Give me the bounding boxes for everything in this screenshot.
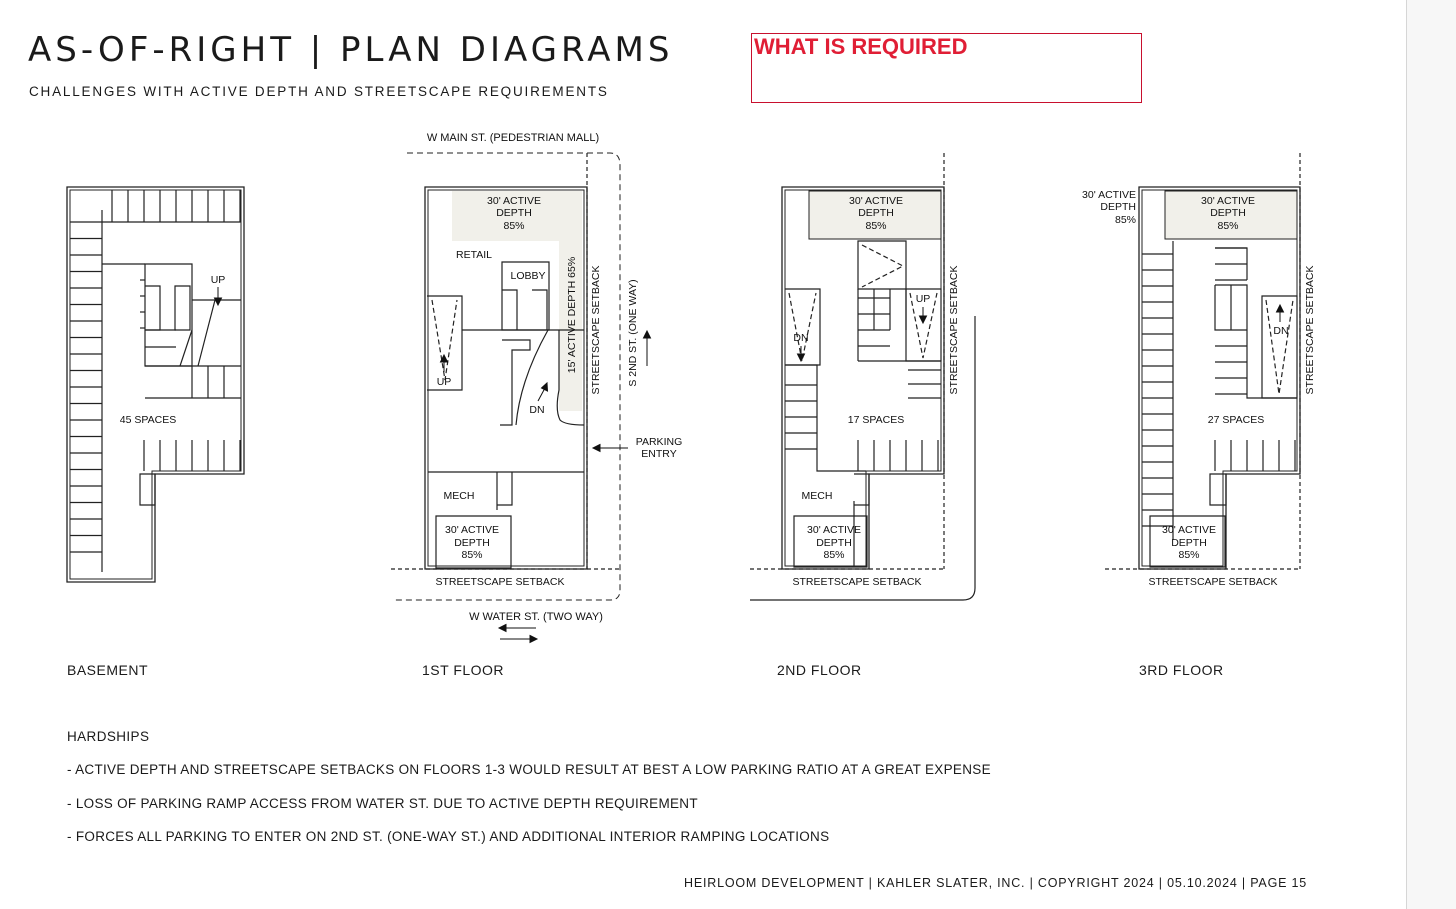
third-dn-arrow-icon [1277, 305, 1284, 322]
page-subtitle: CHALLENGES WITH ACTIVE DEPTH AND STREETSCAPE REQUIREMENTS [29, 84, 609, 99]
third-active-top-l2: DEPTH [1210, 207, 1246, 219]
third-dn-label: DN [1273, 325, 1289, 337]
viewer-scroll-gutter[interactable] [1406, 0, 1456, 909]
second-active-top-l1: 30' ACTIVE [849, 195, 903, 207]
first-setback-bottom: STREETSCAPE SETBACK [435, 576, 565, 588]
parking-entry-arrow-icon [593, 445, 628, 452]
hardships-title: HARDSHIPS [67, 729, 150, 744]
first-floor-label: 1ST FLOOR [422, 662, 505, 678]
second-active-bot-l1: 30' ACTIVE [807, 524, 861, 536]
third-setback-side-label: STREETSCAPE SETBACK [1304, 265, 1316, 395]
third-active-top-l1: 30' ACTIVE [1201, 195, 1255, 207]
first-active-bot-l1: 30' ACTIVE [445, 524, 499, 536]
first-up-label: UP [436, 376, 452, 388]
third-floor-label: 3RD FLOOR [1139, 662, 1224, 678]
second-setback-side-label: STREETSCAPE SETBACK [948, 265, 960, 395]
first-lobby-label: LOBBY [510, 270, 546, 282]
second-up-label: UP [915, 293, 931, 305]
third-active-bot-l1: 30' ACTIVE [1162, 524, 1216, 536]
third-active-left-l2: DEPTH [1100, 201, 1136, 213]
third-active-bot-l2: DEPTH [1171, 537, 1207, 549]
basement-spaces-label: 45 SPACES [119, 414, 177, 426]
basement-plan [67, 187, 244, 582]
water-street-label: W WATER ST. (TWO WAY) [469, 611, 603, 623]
hardship-item: - FORCES ALL PARKING TO ENTER ON 2ND ST. (ONE-WAY ST.) AND ADDITIONAL INTERIOR RAMPING LOCATIONS [67, 829, 830, 844]
second-active-top-l3: 85% [865, 220, 887, 232]
second-floor-label: 2ND FLOOR [777, 662, 862, 678]
first-active-bot-l2: DEPTH [454, 537, 490, 549]
hardship-item: - LOSS OF PARKING RAMP ACCESS FROM WATER ST. DUE TO ACTIVE DEPTH REQUIREMENT [67, 796, 698, 811]
first-mech-label: MECH [443, 490, 475, 502]
second-dn-label: DN [793, 332, 809, 344]
third-setback-bottom: STREETSCAPE SETBACK [1148, 576, 1278, 588]
parking-entry-l2: ENTRY [641, 448, 677, 460]
main-street-label: W MAIN ST. (PEDESTRIAN MALL) [426, 132, 600, 144]
second-spaces-label: 17 SPACES [847, 414, 905, 426]
basement-up-arrow-icon [215, 287, 222, 305]
second-floor-plan [750, 153, 975, 600]
hardship-item: - ACTIVE DEPTH AND STREETSCAPE SETBACKS ON FLOORS 1-3 WOULD RESULT AT BEST A LOW PARKING RATIO AT A GREAT EXPENSE [67, 762, 991, 777]
first-active-top-l1: 30' ACTIVE [487, 195, 541, 207]
first-active-top-l2: DEPTH [496, 207, 532, 219]
page-title: AS-OF-RIGHT | PLAN DIAGRAMS [28, 30, 674, 70]
basement-label: BASEMENT [67, 662, 149, 678]
second-setback-bottom: STREETSCAPE SETBACK [792, 576, 922, 588]
first-setback-side-label: STREETSCAPE SETBACK [590, 265, 602, 395]
second-street-arrow-icon [644, 331, 651, 366]
first-active-top-l3: 85% [503, 220, 525, 232]
third-spaces-label: 27 SPACES [1207, 414, 1265, 426]
second-active-bot-l3: 85% [823, 549, 845, 561]
second-street-label: S 2ND ST. (ONE WAY) [627, 279, 639, 387]
water-westbound-arrow-icon [499, 625, 536, 632]
first-retail-label: RETAIL [456, 249, 492, 261]
third-active-left-l1: 30' ACTIVE [1082, 189, 1136, 201]
first-active-bot-l3: 85% [461, 549, 483, 561]
first-dn-label: DN [529, 404, 545, 416]
third-active-top-l3: 85% [1217, 220, 1239, 232]
third-active-bot-l3: 85% [1178, 549, 1200, 561]
second-dn-arrow-icon [798, 346, 805, 361]
second-mech-label: MECH [801, 490, 833, 502]
second-active-bot-l2: DEPTH [816, 537, 852, 549]
water-eastbound-arrow-icon [500, 636, 537, 643]
required-annotation-text: WHAT IS REQUIRED [754, 34, 968, 59]
second-up-arrow-icon [920, 307, 927, 323]
parking-entry-l1: PARKING [635, 436, 683, 448]
basement-up-label: UP [210, 274, 226, 286]
first-dn-arrow-icon [538, 383, 548, 401]
first-active-side-label: 15' ACTIVE DEPTH 65% [566, 256, 578, 374]
page-footer: HEIRLOOM DEVELOPMENT | KAHLER SLATER, INC. | COPYRIGHT 2024 | 05.10.2024 | PAGE 15 [684, 876, 1308, 890]
second-active-top-l2: DEPTH [858, 207, 894, 219]
third-active-left-l3: 85% [1114, 214, 1136, 226]
